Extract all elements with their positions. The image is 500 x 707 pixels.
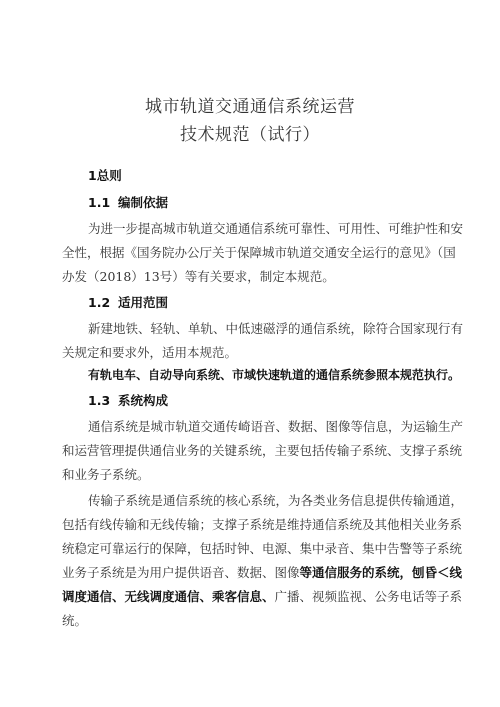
paragraph-line: 通信系统是城市轨道交通传崎语音、数据、图像等信息，为运输生产 xyxy=(88,419,464,434)
section-title: 系统构成 xyxy=(118,393,169,408)
paragraph-line: 统。 xyxy=(62,613,88,628)
plain-text: 广播、视频监视、公务电话等子系 xyxy=(274,589,463,604)
paragraph-line: 新建地铁、轻轨、单轨、中低速磁浮的通信系统，除符合国家现行有 xyxy=(88,321,464,336)
paragraph-line: 和业务子系统。 xyxy=(62,467,150,482)
bold-text: 调度通信、无线调度通信、乘客信息、 xyxy=(62,589,275,604)
section-number: 1.2 xyxy=(88,295,111,310)
section-1-3-heading xyxy=(88,391,168,409)
paragraph-line: 办发（2018）13号）等有关要求，制定本规范。 xyxy=(62,269,335,284)
section-title: 适用范围 xyxy=(118,295,169,310)
paragraph-line: 关规定和要求外，适用本规范。 xyxy=(62,345,238,360)
paragraph-line-mixed xyxy=(62,587,462,605)
section-title: 编制依据 xyxy=(118,195,169,210)
document-title-line-2: 技术规范（试行） xyxy=(180,125,320,145)
paragraph-line: 传输子系统是通信系统的核心系统，为各类业务信息提供传输通道， xyxy=(88,493,464,508)
section-1-heading: 1总则 xyxy=(88,168,122,183)
section-number: 1.3 xyxy=(88,393,111,408)
paragraph-line-mixed xyxy=(62,563,462,581)
plain-text: 业务子系统是为用户提供语音、数据、图像 xyxy=(62,565,300,580)
paragraph-line: 统稳定可靠运行的保障，包括时钟、电源、集中录音、集中告警等子系统 xyxy=(62,541,463,556)
section-1-2-heading xyxy=(88,293,168,311)
paragraph-line-bold: 有轨电车、自动导向系统、市域快速轨道的通信系统参照本规范执行。 xyxy=(88,368,461,382)
section-number: 1.1 xyxy=(88,195,111,210)
paragraph-line: 和运营管理提供通信业务的关键系统，主要包括传输子系统、支撑子系统 xyxy=(62,443,463,458)
document-title-line-1: 城市轨道交通通信系统运营 xyxy=(145,97,355,117)
bold-text: 等通信服务的系统，刨昏＜线 xyxy=(299,565,463,580)
paragraph-line: 包括有线传输和无线传输；支撑子系统是维持通信系统及其他相关业务系 xyxy=(62,517,463,532)
section-1-1-heading xyxy=(88,193,168,211)
paragraph-line: 全性，根据《国务院办公厅关于保障城市轨道交通安全运行的意见》（国 xyxy=(62,245,456,260)
paragraph-line: 为进一步提高城市轨道交通通信系统可靠性、可用性、可维护性和安 xyxy=(88,221,464,236)
